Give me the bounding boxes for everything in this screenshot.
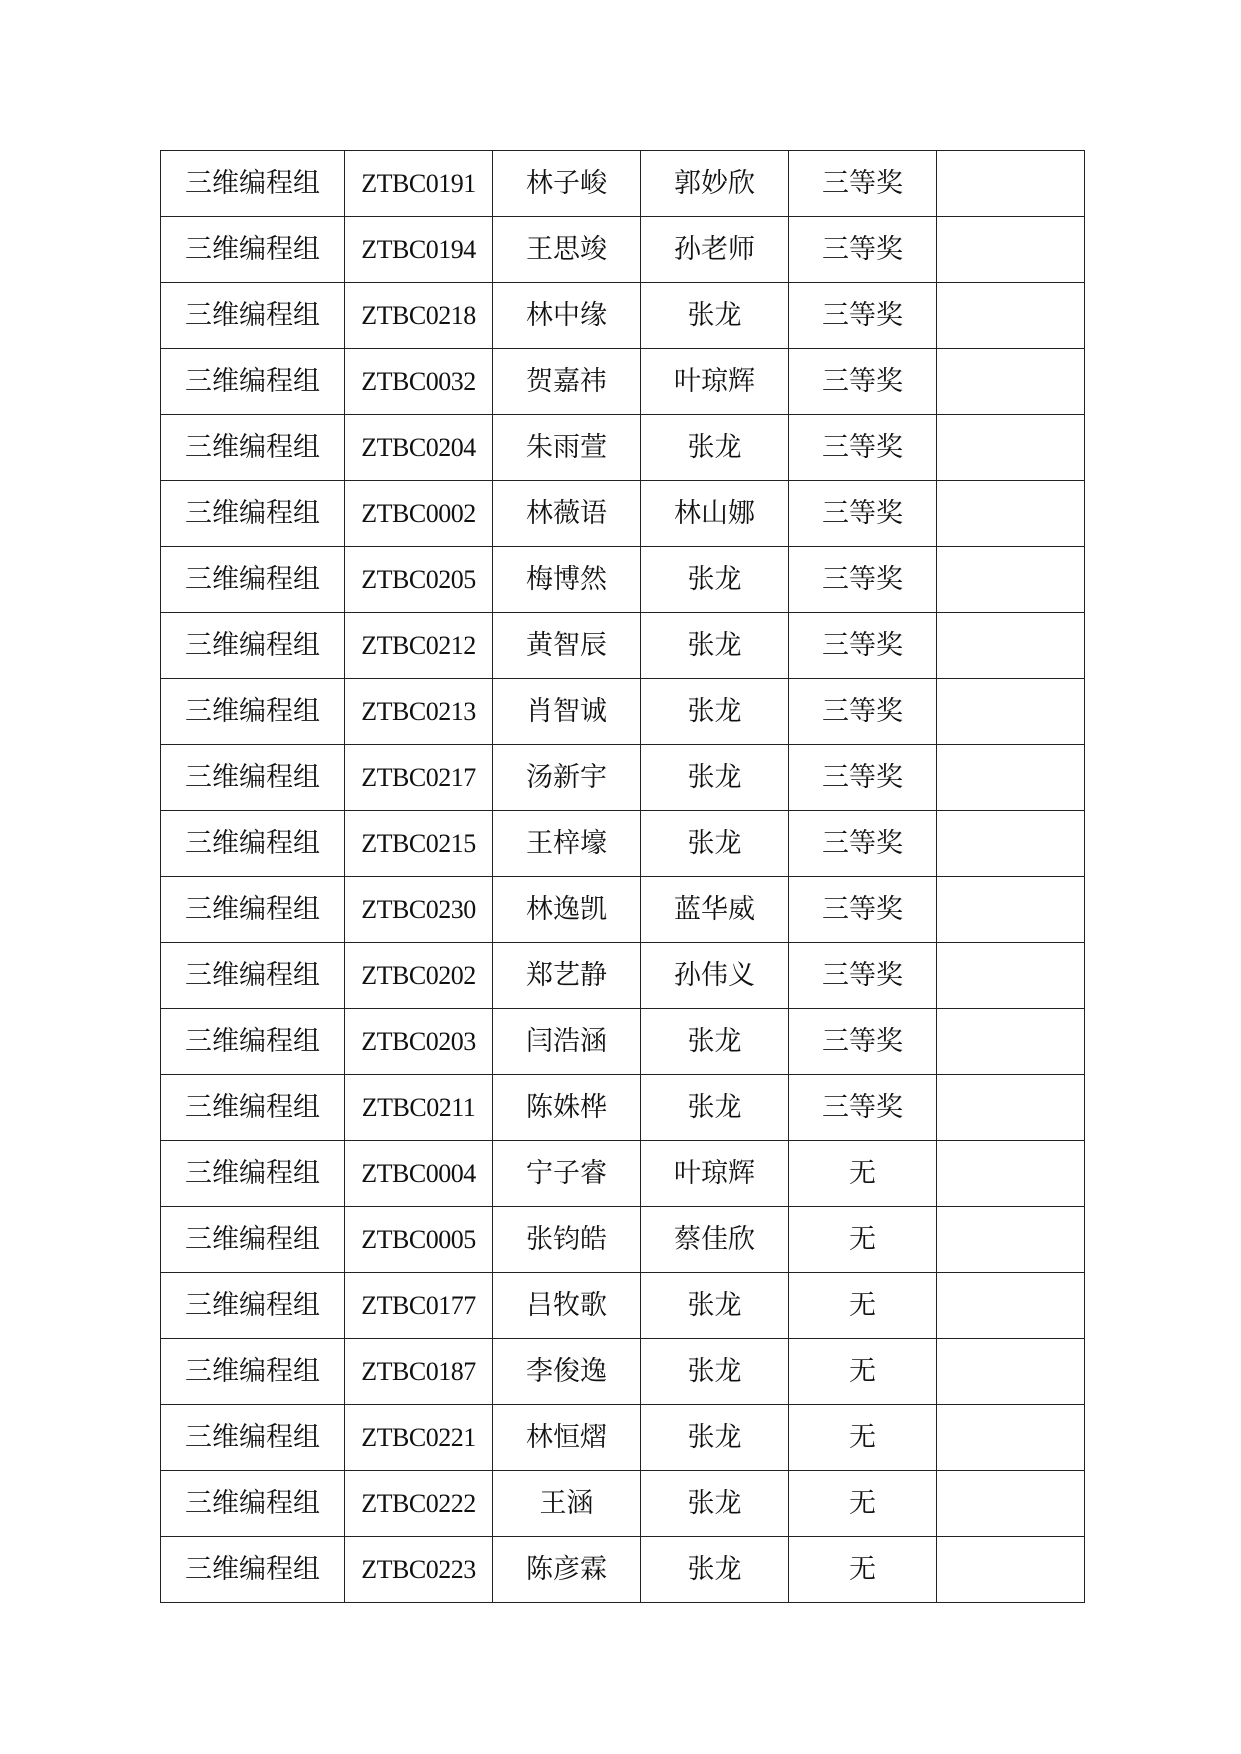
table-row: [161, 679, 1085, 745]
group-cell: 三维编程组: [161, 481, 345, 547]
entry-code-cell: ZTBC0213: [345, 679, 493, 745]
group-cell: 三维编程组: [161, 1537, 345, 1603]
teacher-cell: 张龙: [641, 283, 789, 349]
note-cell: [937, 1273, 1085, 1339]
award-cell: 三等奖: [789, 745, 937, 811]
student-name-cell: 林中缘: [493, 283, 641, 349]
student-name-cell: 张钧皓: [493, 1207, 641, 1273]
award-cell: 无: [789, 1273, 937, 1339]
teacher-cell: 张龙: [641, 1339, 789, 1405]
table-row: [161, 1075, 1085, 1141]
teacher-cell: 叶琼辉: [641, 1141, 789, 1207]
group-cell: 三维编程组: [161, 151, 345, 217]
award-cell: 三等奖: [789, 877, 937, 943]
note-cell: [937, 151, 1085, 217]
table-row: [161, 1339, 1085, 1405]
table-row: [161, 1009, 1085, 1075]
table-row: [161, 745, 1085, 811]
group-cell: 三维编程组: [161, 1075, 345, 1141]
note-cell: [937, 745, 1085, 811]
entry-code-cell: ZTBC0005: [345, 1207, 493, 1273]
entry-code-cell: ZTBC0191: [345, 151, 493, 217]
teacher-cell: 张龙: [641, 811, 789, 877]
entry-code-cell: ZTBC0217: [345, 745, 493, 811]
note-cell: [937, 1009, 1085, 1075]
entry-code-cell: ZTBC0194: [345, 217, 493, 283]
student-name-cell: 朱雨萱: [493, 415, 641, 481]
entry-code-cell: ZTBC0218: [345, 283, 493, 349]
teacher-cell: 孙伟义: [641, 943, 789, 1009]
student-name-cell: 肖智诚: [493, 679, 641, 745]
student-name-cell: 王思竣: [493, 217, 641, 283]
student-name-cell: 王梓壕: [493, 811, 641, 877]
award-cell: 无: [789, 1141, 937, 1207]
table-row: [161, 349, 1085, 415]
entry-code-cell: ZTBC0205: [345, 547, 493, 613]
note-cell: [937, 877, 1085, 943]
entry-code-cell: ZTBC0202: [345, 943, 493, 1009]
group-cell: 三维编程组: [161, 1339, 345, 1405]
group-cell: 三维编程组: [161, 1207, 345, 1273]
award-cell: 三等奖: [789, 547, 937, 613]
student-name-cell: 吕牧歌: [493, 1273, 641, 1339]
group-cell: 三维编程组: [161, 1273, 345, 1339]
student-name-cell: 林薇语: [493, 481, 641, 547]
student-name-cell: 林逸凯: [493, 877, 641, 943]
table-row: [161, 1405, 1085, 1471]
student-name-cell: 陈姝桦: [493, 1075, 641, 1141]
group-cell: 三维编程组: [161, 745, 345, 811]
note-cell: [937, 547, 1085, 613]
note-cell: [937, 1537, 1085, 1603]
entry-code-cell: ZTBC0203: [345, 1009, 493, 1075]
entry-code-cell: ZTBC0204: [345, 415, 493, 481]
teacher-cell: 张龙: [641, 1537, 789, 1603]
award-cell: 三等奖: [789, 151, 937, 217]
entry-code-cell: ZTBC0230: [345, 877, 493, 943]
group-cell: 三维编程组: [161, 1471, 345, 1537]
table-row: [161, 1207, 1085, 1273]
note-cell: [937, 1207, 1085, 1273]
group-cell: 三维编程组: [161, 1405, 345, 1471]
award-cell: 三等奖: [789, 679, 937, 745]
student-name-cell: 梅博然: [493, 547, 641, 613]
note-cell: [937, 1075, 1085, 1141]
group-cell: 三维编程组: [161, 349, 345, 415]
table-row: [161, 1537, 1085, 1603]
student-name-cell: 林子峻: [493, 151, 641, 217]
note-cell: [937, 613, 1085, 679]
student-name-cell: 黄智辰: [493, 613, 641, 679]
award-cell: 三等奖: [789, 217, 937, 283]
award-cell: 三等奖: [789, 613, 937, 679]
award-cell: 三等奖: [789, 415, 937, 481]
student-name-cell: 王涵: [493, 1471, 641, 1537]
table-row: [161, 811, 1085, 877]
award-cell: 三等奖: [789, 943, 937, 1009]
group-cell: 三维编程组: [161, 217, 345, 283]
teacher-cell: 张龙: [641, 1273, 789, 1339]
group-cell: 三维编程组: [161, 943, 345, 1009]
award-cell: 无: [789, 1405, 937, 1471]
teacher-cell: 叶琼辉: [641, 349, 789, 415]
student-name-cell: 林恒熠: [493, 1405, 641, 1471]
table-row: [161, 613, 1085, 679]
entry-code-cell: ZTBC0215: [345, 811, 493, 877]
teacher-cell: 蓝华威: [641, 877, 789, 943]
student-name-cell: 陈彦霖: [493, 1537, 641, 1603]
table-row: [161, 415, 1085, 481]
note-cell: [937, 217, 1085, 283]
award-cell: 无: [789, 1537, 937, 1603]
note-cell: [937, 943, 1085, 1009]
note-cell: [937, 1471, 1085, 1537]
group-cell: 三维编程组: [161, 283, 345, 349]
note-cell: [937, 481, 1085, 547]
note-cell: [937, 811, 1085, 877]
student-name-cell: 闫浩涵: [493, 1009, 641, 1075]
student-name-cell: 汤新宇: [493, 745, 641, 811]
note-cell: [937, 415, 1085, 481]
entry-code-cell: ZTBC0002: [345, 481, 493, 547]
table-row: [161, 283, 1085, 349]
table-row: [161, 943, 1085, 1009]
group-cell: 三维编程组: [161, 415, 345, 481]
award-cell: 三等奖: [789, 1075, 937, 1141]
note-cell: [937, 1405, 1085, 1471]
note-cell: [937, 1339, 1085, 1405]
group-cell: 三维编程组: [161, 1141, 345, 1207]
results-table-body: [161, 151, 1085, 1603]
table-row: [161, 1141, 1085, 1207]
entry-code-cell: ZTBC0004: [345, 1141, 493, 1207]
entry-code-cell: ZTBC0187: [345, 1339, 493, 1405]
award-cell: 三等奖: [789, 1009, 937, 1075]
table-row: [161, 217, 1085, 283]
award-cell: 三等奖: [789, 481, 937, 547]
group-cell: 三维编程组: [161, 547, 345, 613]
entry-code-cell: ZTBC0212: [345, 613, 493, 679]
teacher-cell: 张龙: [641, 1471, 789, 1537]
note-cell: [937, 283, 1085, 349]
award-cell: 无: [789, 1471, 937, 1537]
results-sheet: [160, 150, 1084, 1603]
table-row: [161, 151, 1085, 217]
table-row: [161, 1273, 1085, 1339]
award-cell: 三等奖: [789, 811, 937, 877]
teacher-cell: 张龙: [641, 1009, 789, 1075]
award-cell: 无: [789, 1207, 937, 1273]
award-cell: 无: [789, 1339, 937, 1405]
student-name-cell: 宁子睿: [493, 1141, 641, 1207]
student-name-cell: 贺嘉祎: [493, 349, 641, 415]
group-cell: 三维编程组: [161, 811, 345, 877]
student-name-cell: 李俊逸: [493, 1339, 641, 1405]
group-cell: 三维编程组: [161, 877, 345, 943]
teacher-cell: 张龙: [641, 1405, 789, 1471]
teacher-cell: 张龙: [641, 1075, 789, 1141]
award-cell: 三等奖: [789, 349, 937, 415]
note-cell: [937, 349, 1085, 415]
entry-code-cell: ZTBC0177: [345, 1273, 493, 1339]
group-cell: 三维编程组: [161, 679, 345, 745]
group-cell: 三维编程组: [161, 613, 345, 679]
student-name-cell: 郑艺静: [493, 943, 641, 1009]
table-row: [161, 1471, 1085, 1537]
teacher-cell: 郭妙欣: [641, 151, 789, 217]
results-table: [160, 150, 1085, 1603]
table-row: [161, 481, 1085, 547]
teacher-cell: 张龙: [641, 745, 789, 811]
teacher-cell: 蔡佳欣: [641, 1207, 789, 1273]
award-cell: 三等奖: [789, 283, 937, 349]
teacher-cell: 张龙: [641, 613, 789, 679]
entry-code-cell: ZTBC0211: [345, 1075, 493, 1141]
teacher-cell: 张龙: [641, 415, 789, 481]
teacher-cell: 林山娜: [641, 481, 789, 547]
teacher-cell: 张龙: [641, 547, 789, 613]
table-row: [161, 547, 1085, 613]
entry-code-cell: ZTBC0222: [345, 1471, 493, 1537]
teacher-cell: 张龙: [641, 679, 789, 745]
note-cell: [937, 679, 1085, 745]
group-cell: 三维编程组: [161, 1009, 345, 1075]
entry-code-cell: ZTBC0223: [345, 1537, 493, 1603]
teacher-cell: 孙老师: [641, 217, 789, 283]
note-cell: [937, 1141, 1085, 1207]
entry-code-cell: ZTBC0221: [345, 1405, 493, 1471]
entry-code-cell: ZTBC0032: [345, 349, 493, 415]
table-row: [161, 877, 1085, 943]
